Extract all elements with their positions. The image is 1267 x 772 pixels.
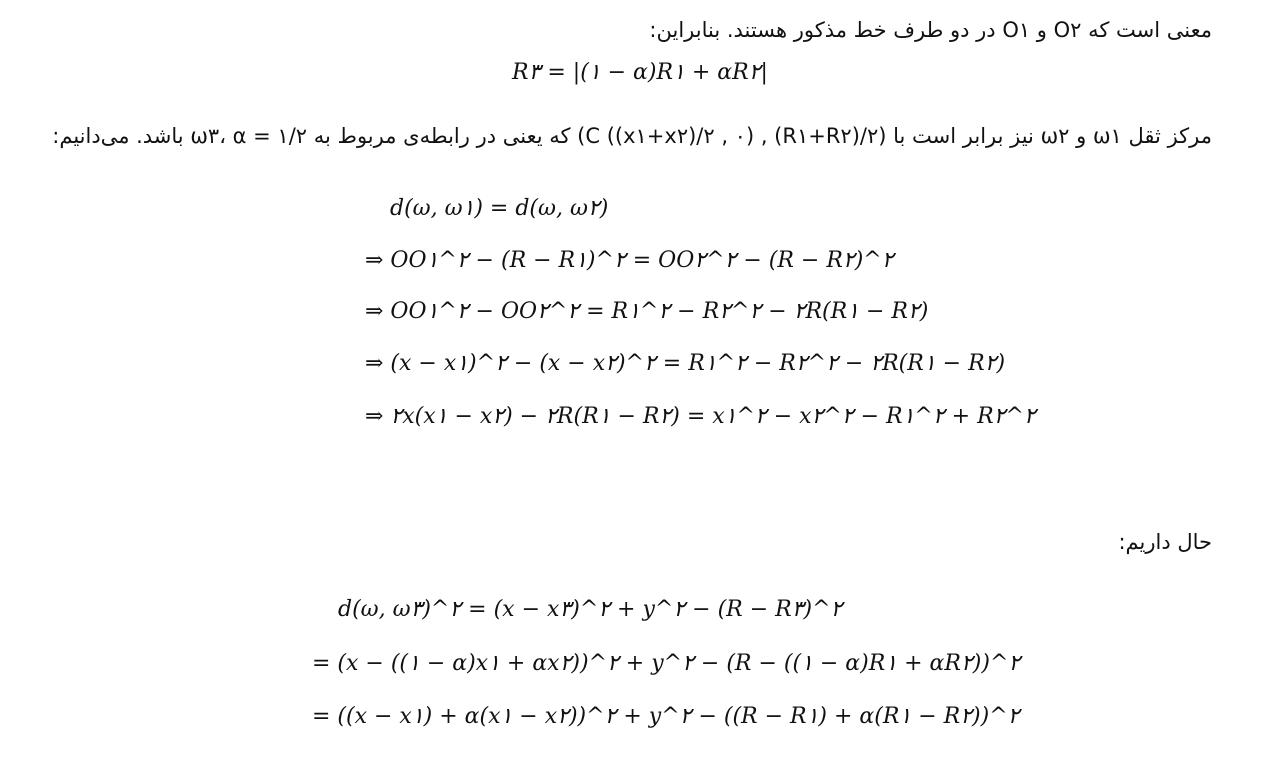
formula-r3: R۳ = |(۱ − α)R۱ + αR۲| (512, 60, 768, 85)
distance-line-2: = (x − ((۱ − α)x۱ + αx۲))^۲ + y^۲ − (R − ((۱ − α)R۱ + αR۲))^۲ (312, 651, 1021, 676)
paragraph-now-we-have: حال داریم: (1118, 530, 1212, 554)
derivation-line-5: ⇒ ۲x(x۱ − x۲) − ۲R(R۱ − R۲) = x۱^۲ − x۲^۲ − R۱^۲ + R۲^۲ (365, 404, 1036, 429)
derivation-line-1: d(ω, ω۱) = d(ω, ω۲) (390, 196, 609, 221)
derivation-line-4: ⇒ (x − x۱)^۲ − (x − x۲)^۲ = R۱^۲ − R۲^۲ − ۲R(R۱ − R۲) (365, 351, 1006, 376)
distance-line-3: = ((x − x۱) + α(x۱ − x۲))^۲ + y^۲ − ((R − R۱) + α(R۱ − R۲))^۲ (312, 704, 1020, 729)
paragraph-opposite-sides: معنی است که O۲ و O۱ در دو طرف خط مذکور هستند. بنابراین: (649, 18, 1212, 42)
paragraph-center-of-mass: مرکز ثقل ω۱ و ω۲ نیز برابر است با (C ((x۱+x۲)/۲ , ۰) , (R۱+R۲)/۲) که یعنی در رابطه‌ی مربوط به ω۳، α = ۱/۲ باشد. می‌دانیم: (52, 124, 1212, 148)
derivation-line-2: ⇒ OO۱^۲ − (R − R۱)^۲ = OO۲^۲ − (R − R۲)^۲ (365, 248, 894, 273)
derivation-line-3: ⇒ OO۱^۲ − OO۲^۲ = R۱^۲ − R۲^۲ − ۲R(R۱ − R۲) (365, 299, 929, 324)
distance-line-1: d(ω, ω۳)^۲ = (x − x۳)^۲ + y^۲ − (R − R۳)^۲ (338, 597, 843, 622)
